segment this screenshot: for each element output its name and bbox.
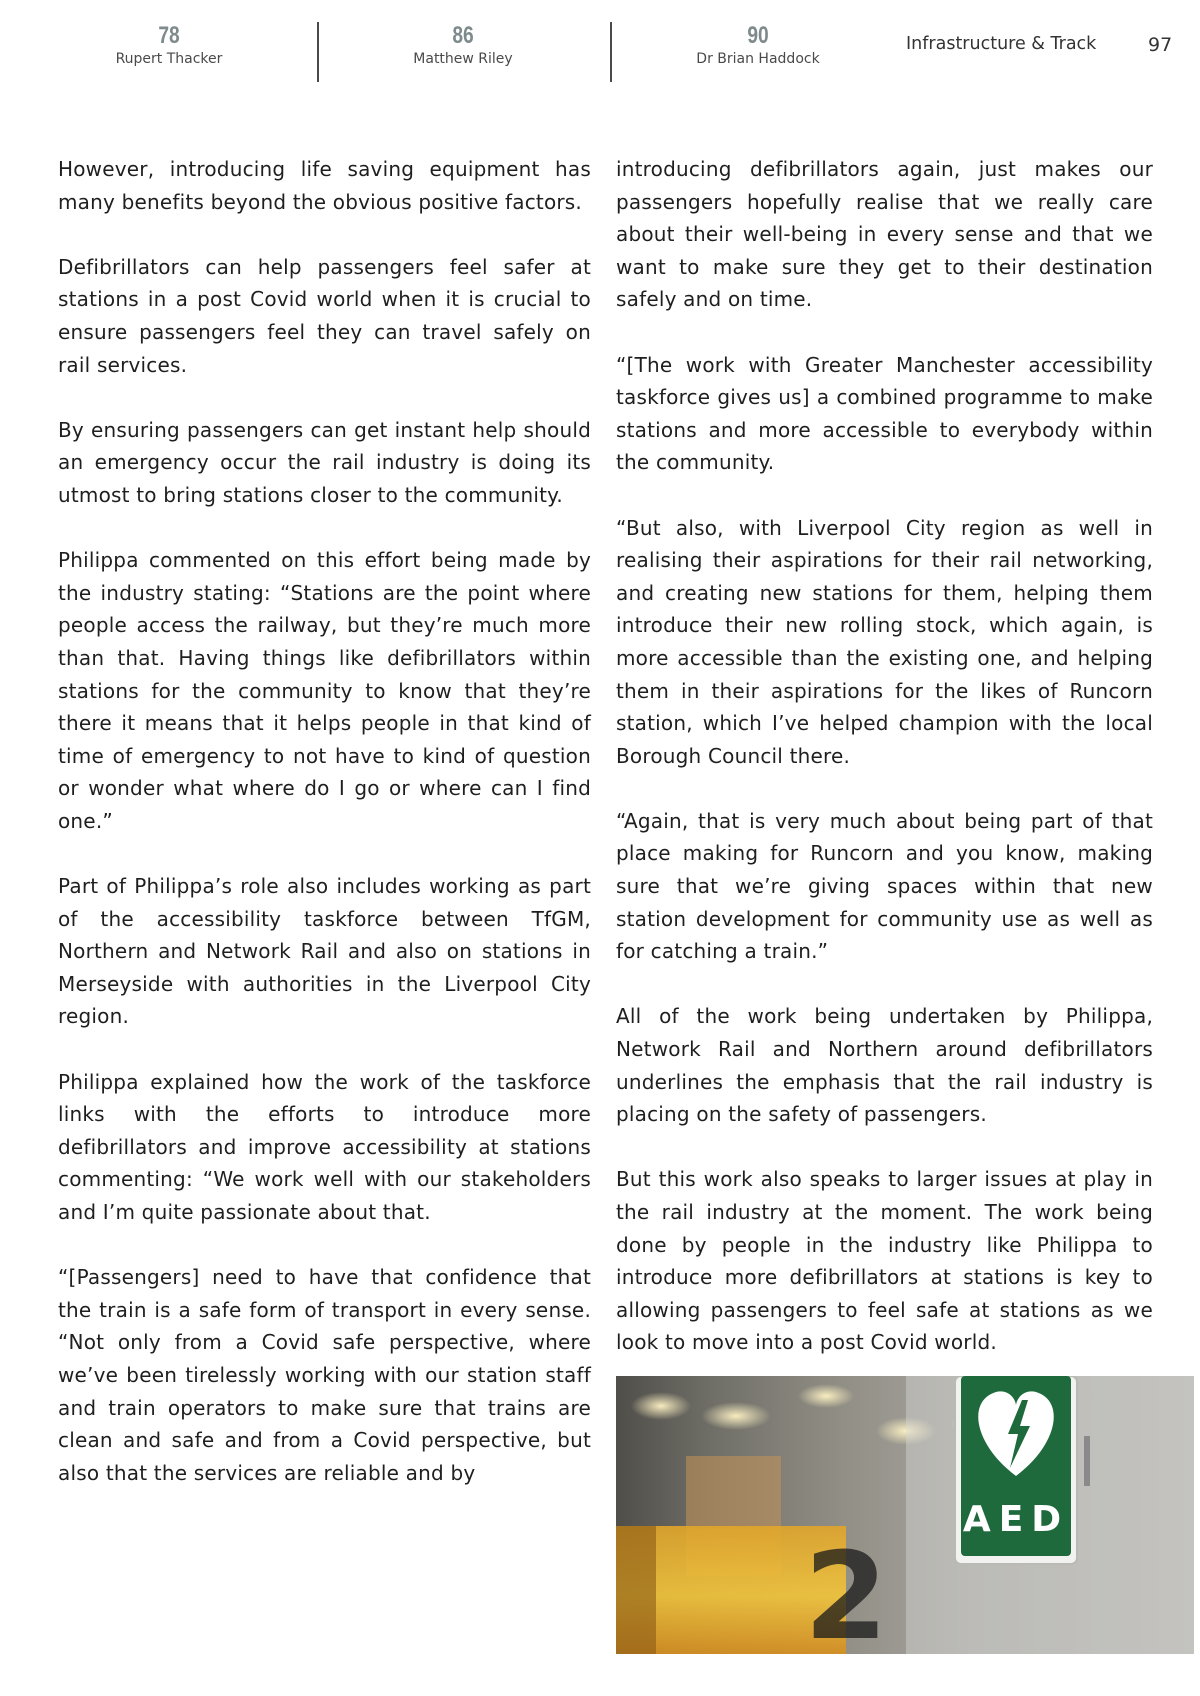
article-paragraph: However, introducing life saving equipment has many benefits beyond the obvious positive factors. xyxy=(58,157,591,214)
article-paragraph: “[The work with Greater Manchester accessibility taskforce gives us] a combined programme to make stations and more accessible to everybody within the community. xyxy=(616,352,1153,475)
light-bokeh xyxy=(631,1392,691,1420)
header-link-page-number: 78 xyxy=(158,22,180,49)
article-paragraph: “Again, that is very much about being part of that place making for Runcorn and you know, making sure that we’re giving spaces within that new station development for community use as well as for catching a train.” xyxy=(616,808,1153,964)
article-paragraph: Philippa explained how the work of the taskforce links with the efforts to introduce more defibrillators and improve accessibility at stations commenting: “We work well with our stakeholders and I’m quite passionate about that. xyxy=(58,1069,591,1224)
article-paragraph: introducing defibrillators again, just makes our passengers hopefully realise that we really care about their well-being in every sense and that we want to make sure they get to their destination safely and on time. xyxy=(616,157,1153,312)
header-link-page-number: 90 xyxy=(747,22,769,49)
header-link-rupert-thacker[interactable] xyxy=(54,22,284,68)
header-link-author: Dr Brian Haddock xyxy=(696,51,820,67)
article-paragraph: But this work also speaks to larger issues at play in the rail industry at the moment. The work being done by people in the industry like Philippa to introduce more defibrillators at stations is key to allowing passengers to feel safe at stations as we look to move into a post Covid world. xyxy=(616,1167,1153,1355)
page-header xyxy=(0,0,1200,100)
article-column-right xyxy=(616,153,1153,1392)
header-link-page-number: 86 xyxy=(452,22,474,49)
header-link-author: Rupert Thacker xyxy=(115,51,223,67)
article-column-left xyxy=(58,153,591,1522)
platform-number: 2 xyxy=(804,1528,888,1654)
light-bokeh xyxy=(701,1402,771,1430)
header-divider xyxy=(317,22,319,82)
header-divider xyxy=(610,22,612,82)
aed-sign-photo xyxy=(616,1376,1194,1654)
photo-shadow xyxy=(616,1526,656,1654)
article-paragraph: By ensuring passengers can get instant help should an emergency occur the rail industry is doing its utmost to bring stations closer to the community. xyxy=(58,417,591,507)
aed-photo-illustration xyxy=(616,1376,1194,1654)
article-paragraph: Part of Philippa’s role also includes working as part of the accessibility taskforce between TfGM, Northern and Network Rail and also on stations in Merseyside with authorities in the Liverpool City region. xyxy=(58,874,591,1029)
section-title: Infrastructure & Track xyxy=(906,34,1097,54)
header-link-matthew-riley[interactable] xyxy=(348,22,578,68)
sign-bracket xyxy=(1084,1436,1090,1486)
aed-sign-label: AED xyxy=(962,1499,1070,1540)
article-paragraph: Philippa commented on this effort being made by the industry stating: “Stations are the point where people access the railway, but they’re much more than that. Having things like defibrillators within stations for the community to know that they’re there it means that it helps people in that kind of time of emergency to not have to kind of question or wonder what where do I go or where can I find one.” xyxy=(58,548,591,833)
header-link-brian-haddock[interactable] xyxy=(643,22,873,68)
article-paragraph: Defibrillators can help passengers feel safer at stations in a post Covid world when it is crucial to ensure passengers feel they can travel safely on rail services. xyxy=(58,254,591,377)
article-paragraph: “But also, with Liverpool City region as well in realising their aspirations for their rail networking, and creating new stations for them, helping them introduce their new rolling stock, which again, is more accessible than the existing one, and helping them in their aspirations for the likes of Runcorn station, which I’ve helped champion with the local Borough Council there. xyxy=(616,515,1153,768)
header-link-author: Matthew Riley xyxy=(413,51,513,67)
article-paragraph: All of the work being undertaken by Philippa, Network Rail and Northern around defibrillators underlines the emphasis that the rail industry is placing on the safety of passengers. xyxy=(616,1004,1153,1127)
page-number: 97 xyxy=(1148,34,1173,56)
light-bokeh xyxy=(798,1384,854,1408)
article-paragraph: “[Passengers] need to have that confidence that the train is a safe form of transport in every sense. “Not only from a Covid safe perspective, where we’ve been tirelessly working with our station staff and train operators to make sure that trains are clean and safe and from a Covid perspective, but also that the services are reliable and by xyxy=(58,1265,591,1485)
